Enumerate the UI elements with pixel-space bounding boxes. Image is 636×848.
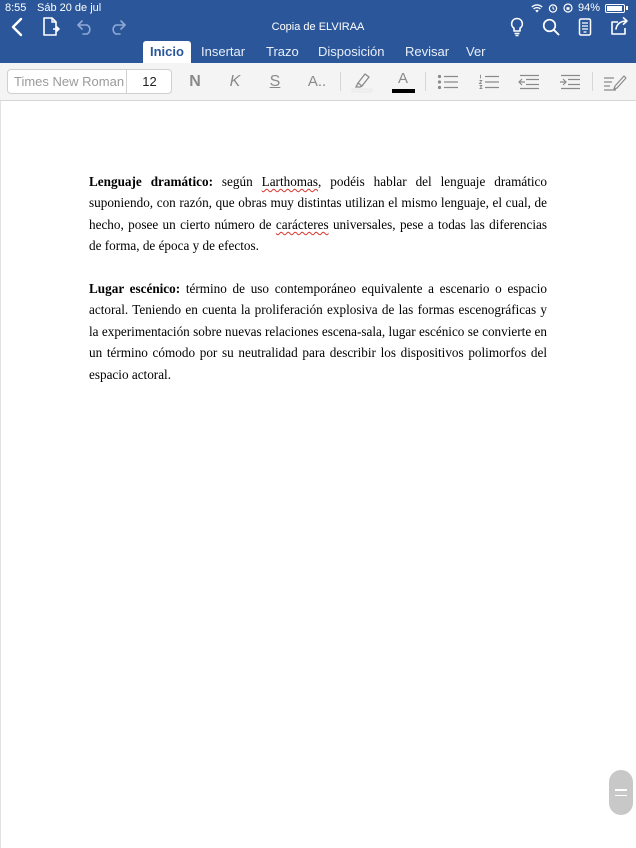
italic-button[interactable]: K — [229, 72, 241, 90]
bulleted-list-icon — [437, 74, 459, 90]
highlighter-icon — [350, 71, 374, 93]
back-button[interactable] — [8, 16, 26, 38]
wifi-icon — [531, 4, 543, 13]
mobile-view-button[interactable] — [575, 16, 595, 38]
term-lugar-escenico: Lugar escénico: — [89, 281, 181, 297]
highlight-button[interactable] — [349, 69, 375, 94]
scroll-handle[interactable] — [609, 770, 633, 815]
numbered-list-icon — [478, 74, 500, 90]
grip-line — [615, 795, 627, 797]
misspelled-word: carácteres — [275, 216, 329, 232]
term-lenguaje-dramatico: Lenguaje dramático: — [89, 174, 213, 189]
page-edge — [0, 101, 1, 848]
chevron-left-icon — [11, 17, 23, 37]
underline-button[interactable]: S — [269, 72, 281, 90]
font-color-button[interactable] — [390, 69, 416, 94]
decrease-indent-button[interactable] — [517, 69, 541, 94]
increase-indent-button[interactable] — [558, 69, 582, 94]
file-icon — [42, 17, 60, 37]
orientation-lock-icon — [563, 3, 573, 13]
ribbon-divider — [425, 72, 426, 91]
bullets-button[interactable] — [436, 69, 460, 94]
numbering-button[interactable] — [477, 69, 501, 94]
styles-button[interactable] — [602, 69, 628, 94]
document-title: Copia de ELVIRAA — [271, 21, 365, 33]
misspelled-word: Larthomas — [261, 174, 319, 189]
paragraph-text: término de uso contemporáneo equivalente a escenario o espacio actoral. Teniendo en cuenta la proliferación explosiva de las formas escenográficas y la experimentación sobre nuevas relaciones escena-sala, lugar escénico se convierte en un término cómodo por su neutralidad para describir los dispositivos polimorfos del espacio actoral. — [89, 281, 547, 382]
title-bar — [0, 0, 636, 63]
tab-disposicion[interactable]: Disposición — [318, 44, 385, 59]
font-color-swatch — [392, 89, 415, 93]
tab-ver[interactable]: Ver — [466, 44, 486, 59]
document-body[interactable] — [89, 171, 547, 385]
battery-tip — [626, 6, 628, 10]
paragraph-lugar-escenico — [89, 278, 547, 385]
undo-icon — [76, 19, 94, 35]
paragraph-text: universales, pese a todas las diferencias de forma, de época y de efectos. — [89, 216, 547, 254]
font-name-field[interactable]: Times New Roman — [14, 74, 124, 89]
mobile-view-icon — [578, 18, 592, 36]
text-effects-button[interactable]: A.. — [307, 73, 327, 90]
redo-icon — [109, 19, 127, 35]
bold-button[interactable]: N — [189, 72, 201, 90]
share-icon — [609, 16, 629, 36]
font-size-field[interactable]: 12 — [142, 74, 157, 89]
search-icon — [542, 18, 560, 36]
lightbulb-icon — [510, 17, 524, 37]
ribbon-divider — [340, 72, 341, 91]
undo-button[interactable] — [75, 16, 95, 38]
tell-me-button[interactable] — [507, 16, 527, 38]
increase-indent-icon — [559, 74, 581, 90]
ribbon-divider — [592, 72, 593, 91]
tab-insertar[interactable]: Insertar — [201, 44, 246, 59]
battery-icon — [605, 4, 625, 13]
alarm-icon — [548, 3, 558, 13]
ribbon-toolbar — [0, 63, 636, 101]
redo-button[interactable] — [108, 16, 128, 38]
grip-line — [615, 789, 627, 791]
paragraph-text: según — [212, 174, 262, 189]
tab-inicio[interactable]: Inicio — [143, 41, 191, 63]
paragraph-text: , podéis hablar del lenguaje dramático suponiendo, con razón, que obras muy distintas utilizan el mismo lenguaje, el cual, de hecho, posee un cierto número de — [89, 174, 547, 232]
font-color-letter: A — [397, 69, 408, 87]
battery-percent: 94% — [577, 2, 600, 14]
status-indicators — [531, 2, 628, 14]
tab-trazo[interactable]: Trazo — [266, 44, 299, 59]
share-button[interactable] — [608, 15, 630, 37]
paragraph-lenguaje-dramatico — [89, 171, 547, 257]
font-picker — [7, 69, 172, 94]
status-date: Sáb 20 de jul — [37, 2, 102, 14]
status-time: 8:55 — [5, 2, 27, 14]
styles-pen-icon — [603, 73, 627, 91]
file-button[interactable] — [41, 16, 61, 38]
decrease-indent-icon — [518, 74, 540, 90]
search-button[interactable] — [541, 16, 561, 38]
tab-revisar[interactable]: Revisar — [405, 44, 450, 59]
